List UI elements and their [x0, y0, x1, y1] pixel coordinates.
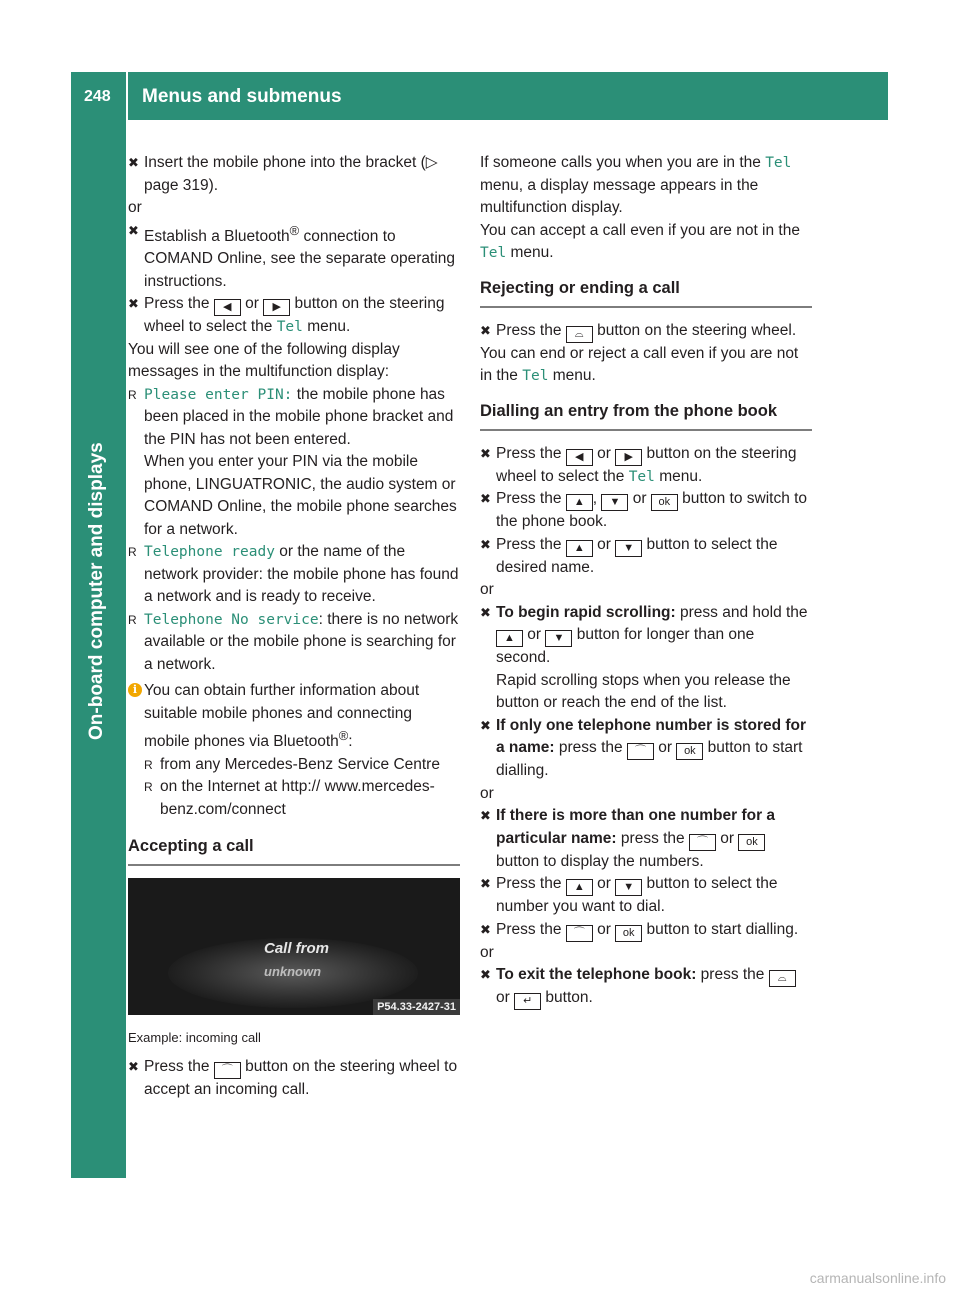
- step-insert-phone: ✖ Insert the mobile phone into the bracket (▷ page 319).: [128, 154, 438, 194]
- step-select-tel: ✖ Press the ◀ or ▶ button on the steering wheel to select the Tel menu.: [128, 295, 445, 336]
- rapid-scroll-note: Rapid scrolling stops when you release the button or reach the end of the list.: [496, 671, 791, 711]
- screen-call-from: Call from: [264, 940, 330, 958]
- section-title: Menus and submenus: [142, 86, 342, 107]
- or-text: or: [480, 943, 494, 961]
- step-switch-phonebook: ✖ Press the ▲ , ▼ or ok button to switch to the phone book.: [480, 490, 808, 530]
- arrow-icon: ✖: [128, 222, 139, 238]
- arrow-icon: ✖: [128, 155, 139, 170]
- left-column: [128, 152, 460, 1101]
- incoming-call-screen: [128, 878, 460, 1015]
- up-key-icon: ▲: [496, 630, 523, 647]
- arrow-icon: ✖: [128, 1058, 139, 1074]
- back-key-icon: ↵: [514, 993, 541, 1010]
- ok-key-icon: ok: [651, 494, 678, 511]
- step-one-number: ✖ If only one telephone number is stored for a name: press the ⌒ or ok button to start dialling.: [480, 716, 807, 779]
- step-accept-call: ✖ Press the ⌒ button on the steering wheel to accept an incoming call.: [128, 1057, 458, 1098]
- display-messages-intro: You will see one of the following display messages in the multifunction display:: [128, 340, 400, 381]
- screen-caller: unknown: [264, 964, 322, 980]
- bullet-icon: R: [128, 612, 137, 627]
- or-text: or: [480, 581, 494, 598]
- step-select-number: ✖ Press the ▲ or ▼ button to select the number you want to dial.: [480, 875, 778, 915]
- page-ref-icon: ▷: [425, 154, 438, 171]
- arrow-icon: ✖: [480, 921, 491, 937]
- heading-rejecting-call: Rejecting or ending a call: [480, 279, 812, 308]
- arrow-icon: ✖: [128, 296, 139, 312]
- up-key-icon: ▲: [566, 879, 593, 896]
- accept-call-key-icon: ⌒: [689, 834, 716, 851]
- down-key-icon: ▼: [601, 494, 628, 511]
- figure-caption: Example: incoming call: [128, 1030, 261, 1046]
- side-label-text: On-board computer and displays: [86, 442, 107, 740]
- accept-call-key-icon: ⌒: [214, 1062, 241, 1079]
- arrow-icon: ✖: [480, 808, 491, 823]
- step-rapid-scroll: ✖ To begin rapid scrolling: press and hold the ▲ or ▼ button for longer than one second.: [480, 603, 808, 666]
- arrow-icon: ✖: [480, 604, 491, 620]
- accept-outside-tel: You can accept a call even if you are not in the Tel menu.: [480, 221, 800, 261]
- accept-call-key-icon: ⌒: [627, 743, 654, 760]
- bullet-icon: R: [128, 387, 137, 402]
- down-key-icon: ▼: [545, 630, 572, 647]
- step-select-name: ✖ Press the ▲ or ▼ button to select the desired name.: [480, 535, 778, 576]
- bullet-icon: R: [144, 757, 153, 772]
- incoming-call-info: If someone calls you when you are in the Tel menu, a display message appears in the multifunction display.: [480, 154, 792, 216]
- bullet-no-service: R Telephone No service: there is no network available or the mobile phone is searching for a network.: [128, 610, 459, 673]
- step-dial-select-tel: ✖ Press the ◀ or ▶ button on the steering wheel to select the Tel menu.: [480, 444, 797, 485]
- arrow-icon: ✖: [480, 536, 491, 552]
- down-key-icon: ▼: [615, 879, 642, 896]
- bullet-enter-pin: R Please enter PIN: the mobile phone has been placed in the mobile phone bracket and the PIN has not been entered.: [128, 385, 454, 448]
- watermark: carmanualsonline.info: [809, 1270, 946, 1286]
- right-key-icon: ▶: [615, 449, 642, 466]
- tel-menu-label: Tel: [276, 319, 303, 336]
- down-key-icon: ▼: [615, 540, 642, 557]
- reject-outside-tel: You can end or reject a call even if you are not in the Tel menu.: [480, 344, 799, 384]
- accept-call-key-icon: ⌒: [566, 925, 593, 942]
- right-key-icon: ▶: [263, 299, 290, 316]
- step-start-dialling: ✖ Press the ⌒ or ok button to start dialling.: [480, 919, 812, 942]
- info-service-centre: R from any Mercedes-Benz Service Centre: [144, 754, 460, 777]
- side-label: [86, 442, 114, 740]
- step-multiple-numbers: ✖ If there is more than one number for a particular name: press the ⌒ or ok button to display the numbers.: [480, 807, 776, 870]
- arrow-icon: ✖: [480, 967, 491, 982]
- bullet-icon: R: [144, 780, 153, 795]
- ok-key-icon: ok: [738, 834, 765, 851]
- ok-key-icon: ok: [676, 743, 703, 760]
- page-number: 248: [84, 88, 111, 105]
- right-column: [480, 152, 812, 1010]
- left-key-icon: ◀: [214, 299, 241, 316]
- end-call-key-icon: ⌓: [566, 326, 593, 343]
- arrow-icon: ✖: [480, 322, 491, 338]
- arrow-icon: ✖: [480, 491, 491, 506]
- heading-dialling-entry: Dialling an entry from the phone book: [480, 402, 812, 431]
- header-divider: [126, 72, 128, 120]
- info-note: i You can obtain further information about suitable mobile phones and connecting mobile phones via Bluetooth®:: [128, 680, 460, 754]
- image-code: P54.33-2427-31: [373, 999, 460, 1015]
- step-exit-phonebook: ✖ To exit the telephone book: press the ⌓ or ↵ button.: [480, 964, 812, 1010]
- step-reject-call: ✖ Press the ⌓ button on the steering wheel.: [480, 320, 812, 343]
- heading-accepting-call: Accepting a call: [128, 837, 460, 866]
- bullet-enter-pin-cont: When you enter your PIN via the mobile phone, LINGUATRONIC, the audio system or COMAND Online, the mobile phone searches for a network.: [144, 453, 457, 538]
- arrow-icon: ✖: [480, 876, 491, 891]
- up-key-icon: ▲: [566, 494, 593, 511]
- info-internet: R on the Internet at http:// www.mercedes-benz.com/connect: [144, 778, 435, 818]
- bullet-phone-ready: R Telephone ready or the name of the network provider: the mobile phone has found a network and is ready to receive.: [128, 543, 459, 606]
- left-key-icon: ◀: [566, 449, 593, 466]
- arrow-icon: ✖: [480, 717, 491, 733]
- ok-key-icon: ok: [615, 925, 642, 942]
- arrow-icon: ✖: [480, 445, 491, 461]
- or-text: or: [128, 199, 142, 216]
- step-bluetooth: ✖ Establish a Bluetooth® connection to COMAND Online, see the separate operating instructions.: [128, 220, 460, 294]
- bullet-icon: R: [128, 545, 137, 560]
- end-call-key-icon: ⌓: [769, 970, 796, 987]
- or-text: or: [480, 784, 494, 802]
- info-icon: i: [128, 683, 142, 697]
- up-key-icon: ▲: [566, 540, 593, 557]
